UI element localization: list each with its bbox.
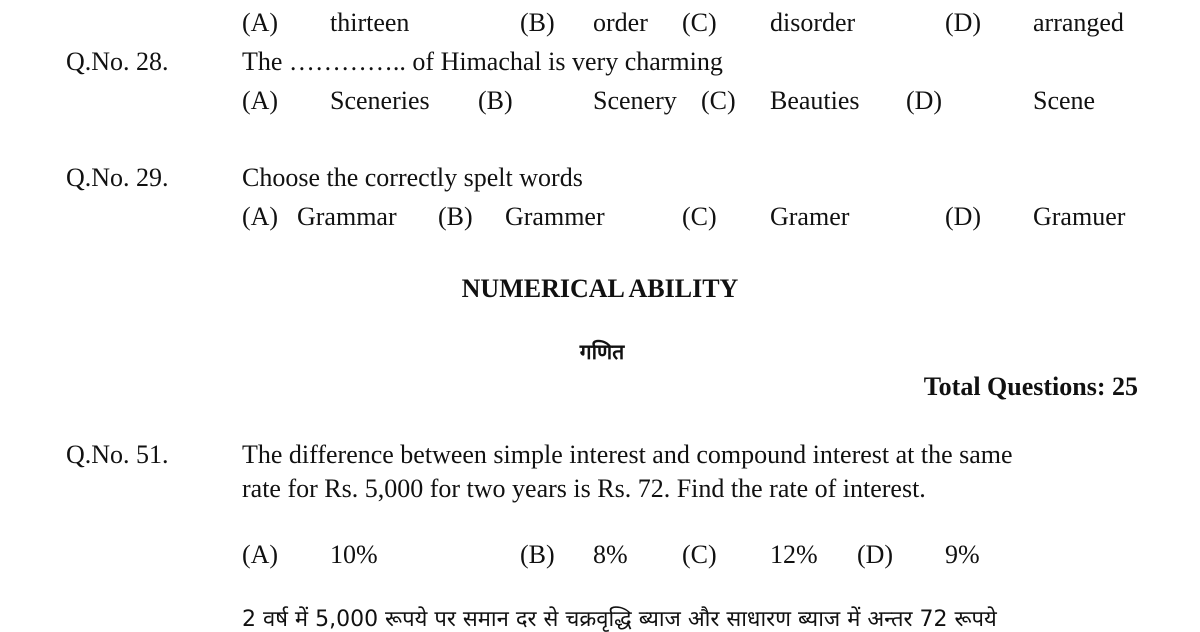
q28-option-c-label: (C) — [701, 86, 736, 115]
q28-option-d-label: (D) — [906, 86, 943, 115]
q51-option-a: 10% — [330, 540, 378, 569]
q51-number: Q.No. 51. — [66, 440, 169, 469]
q27-option-b: order — [593, 8, 648, 37]
q27-option-c-label: (C) — [682, 8, 717, 37]
q27-option-c: disorder — [770, 8, 856, 37]
q28-option-b-label: (B) — [478, 86, 513, 115]
q51-hindi-text: 2 वर्ष में 5,000 रूपये पर समान दर से चक्रवृद्धि ब्याज और साधारण ब्याज में अन्तर 72 रूपये — [242, 607, 997, 632]
q27-option-a: thirteen — [330, 8, 410, 37]
q29-option-d: Gramuer — [1033, 202, 1126, 231]
q51-option-b: 8% — [593, 540, 628, 569]
section-title: NUMERICAL ABILITY — [461, 274, 739, 303]
q29-option-c-label: (C) — [682, 202, 717, 231]
q51-option-c-label: (C) — [682, 540, 717, 569]
q51-option-b-label: (B) — [520, 540, 555, 569]
q29-option-a: Grammar — [297, 202, 397, 231]
q29-option-a-label: (A) — [242, 202, 279, 231]
q29-option-d-label: (D) — [945, 202, 982, 231]
q29-option-c: Gramer — [770, 202, 850, 231]
q51-question-line-1: The difference between simple interest and compound interest at the same — [242, 440, 1013, 469]
q27-option-a-label: (A) — [242, 8, 279, 37]
q51-option-d-label: (D) — [857, 540, 894, 569]
q51-option-c: 12% — [770, 540, 818, 569]
q28-question-text: The ………….. of Himachal is very charming — [242, 47, 723, 76]
q28-number: Q.No. 28. — [66, 47, 169, 76]
q29-number: Q.No. 29. — [66, 163, 169, 192]
q29-option-b: Grammer — [505, 202, 605, 231]
q51-question-line-2: rate for Rs. 5,000 for two years is Rs. 72. Find the rate of interest. — [242, 474, 926, 503]
q29-question-text: Choose the correctly spelt words — [242, 163, 583, 192]
q28-option-a-label: (A) — [242, 86, 279, 115]
q27-option-d: arranged — [1033, 8, 1124, 37]
q27-option-b-label: (B) — [520, 8, 555, 37]
q29-option-b-label: (B) — [438, 202, 473, 231]
q28-option-d: Scene — [1033, 86, 1096, 115]
q28-option-b: Scenery — [593, 86, 677, 115]
q27-option-d-label: (D) — [945, 8, 982, 37]
q51-option-d: 9% — [945, 540, 980, 569]
section-hindi-title: गणित — [579, 340, 625, 364]
total-questions: Total Questions: 25 — [923, 372, 1138, 401]
q51-option-a-label: (A) — [242, 540, 279, 569]
q28-option-c: Beauties — [770, 86, 860, 115]
q28-option-a: Sceneries — [330, 86, 430, 115]
